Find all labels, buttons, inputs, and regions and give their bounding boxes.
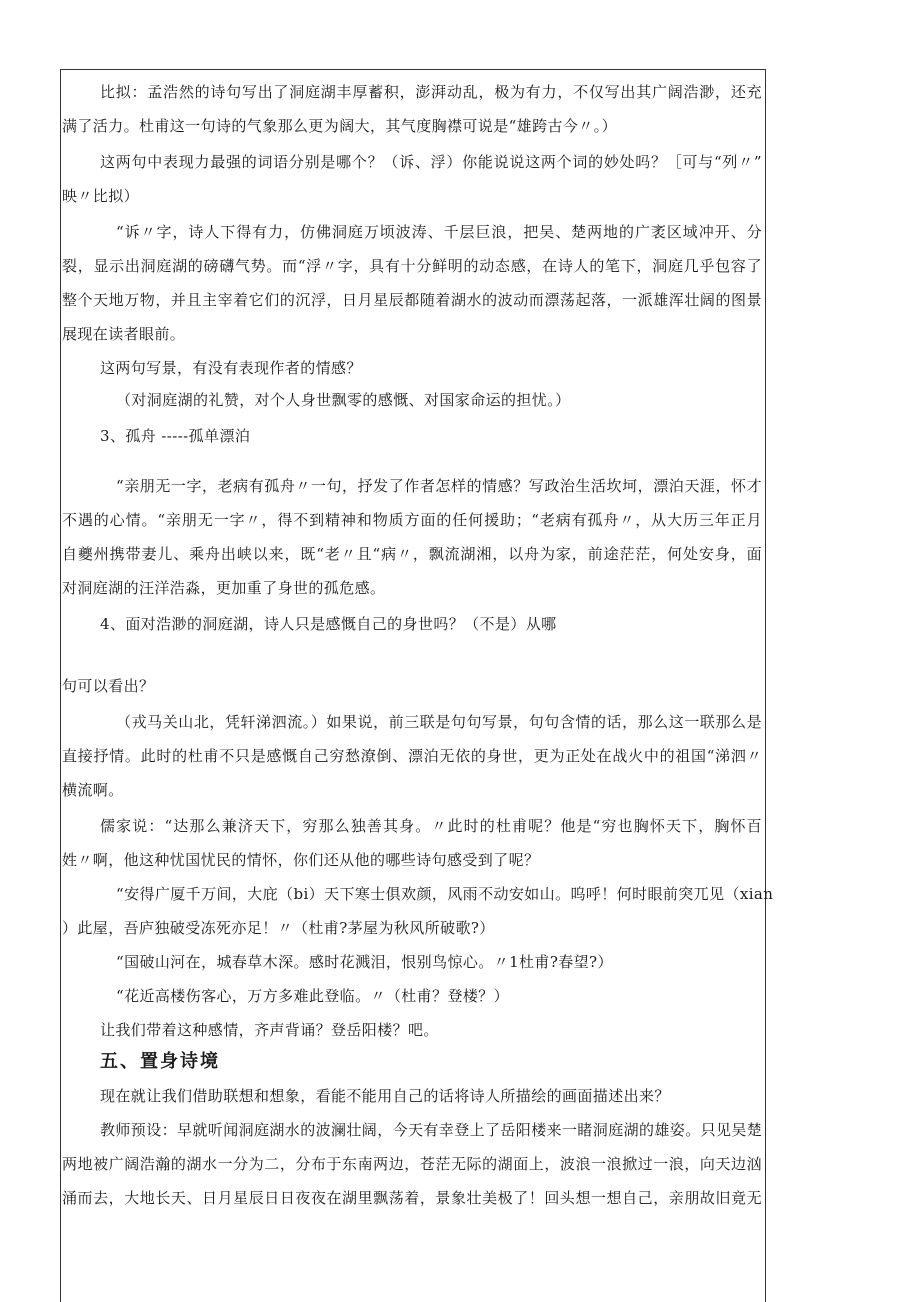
quote-line: “安得广厦千万间，大庇（bi）天下寒士俱欢颜，风雨不动安如山。呜呼！何时眼前突兀见（xian bbox=[116, 885, 774, 903]
paragraph-line: 裂，显示出洞庭湖的磅礴气势。而“浮〃字，具有十分鲜明的动态感，在诗人的笔下，洞庭几乎包容了 bbox=[62, 257, 762, 275]
paragraph-line: 这两句写景，有没有表现作者的情感？ bbox=[100, 359, 362, 377]
paragraph-line: 儒家说：“达那么兼济天下，穷那么独善其身。〃此时的杜甫呢？他是“穷也胸怀天下，胸怀百 bbox=[100, 817, 762, 835]
paragraph-line: （戎马关山北，凭轩涕泗流。）如果说，前三联是句句写景，句句含情的话，那么这一联那么是 bbox=[116, 713, 762, 731]
paragraph-line: 让我们带着这种感情，齐声背诵？登岳阳楼？吧。 bbox=[100, 1021, 439, 1039]
paragraph-line: 比拟：孟浩然的诗句写出了洞庭湖丰厚蓄积，澎湃动乱，极为有力，不仅写出其广阔浩渺，还充 bbox=[100, 83, 762, 101]
section-item-4: 4、面对浩渺的洞庭湖，诗人只是感慨自己的身世吗？（不是）从哪 bbox=[100, 615, 557, 633]
paragraph-line: 直接抒情。此时的杜甫不只是感慨自己穷愁潦倒、漂泊无依的身世，更为正处在战火中的祖国“涕泗〃 bbox=[62, 747, 762, 765]
paragraph-line: 横流啊。 bbox=[62, 781, 124, 799]
paragraph-line: 这两句中表现力最强的词语分别是哪个？（诉、浮）你能说说这两个词的妙处吗？［可与“列〃” bbox=[100, 153, 762, 171]
paragraph-line: 两地被广阔浩瀚的湖水一分为二，分布于东南两边，苍茫无际的湖面上，波浪一浪掀过一浪，向天边汹 bbox=[62, 1155, 762, 1173]
paragraph-line: 涌而去，大地长天、日月星辰日日夜夜在湖里飘荡着，景象壮美极了！回头想一想自己，亲朋故旧竟无 bbox=[62, 1189, 762, 1207]
paragraph-line: “亲朋无一字，老病有孤舟〃一句，抒发了作者怎样的情感？写政治生活坎坷，漂泊天涯，怀才 bbox=[116, 477, 762, 495]
paragraph-line: “诉〃字，诗人下得有力，仿佛洞庭万顷波涛、千层巨浪，把吴、楚两地的广袤区域冲开、分 bbox=[116, 223, 762, 241]
paragraph-line: 对洞庭湖的汪洋浩淼，更加重了身世的孤危感。 bbox=[62, 579, 386, 597]
paragraph-line: 自夔州携带妻儿、乘舟出峡以来，既“老〃且“病〃，飘流湖湘，以舟为家，前途茫茫，何处安身，面 bbox=[62, 545, 762, 563]
paragraph-line: 整个天地万物，并且主宰着它们的沉浮，日月星辰都随着湖水的波动而漂荡起落，一派雄浑壮阔的图景 bbox=[62, 291, 762, 309]
paragraph-line: 现在就让我们借助联想和想象，看能不能用自己的话将诗人所描绘的画面描述出来？ bbox=[100, 1087, 670, 1105]
paragraph-line: 姓〃啊，他这种忧国忧民的情怀，你们还从他的哪些诗句感受到了呢？ bbox=[62, 851, 540, 869]
quote-line: “花近高楼伤客心，万方多难此登临。〃（杜甫？登楼？） bbox=[116, 987, 510, 1005]
paragraph-line: 句可以看出？ bbox=[62, 677, 155, 695]
quote-line: ）此屋，吾庐独破受冻死亦足！〃（杜甫?茅屋为秋风所破歌?） bbox=[62, 919, 495, 937]
paragraph-line: 映〃比拟） bbox=[62, 187, 140, 205]
section-item-3: 3、孤舟 -----孤单漂泊 bbox=[100, 427, 251, 445]
paragraph-line: 不遇的心情。“亲朋无一字〃，得不到精神和物质方面的任何援助；“老病有孤舟〃，从大历三年正月 bbox=[62, 511, 762, 529]
paragraph-line: 教师预设：早就听闻洞庭湖水的波澜壮阔，今天有幸登上了岳阳楼来一睹洞庭湖的雄姿。只见吴楚 bbox=[100, 1121, 763, 1139]
paragraph-line: 展现在读者眼前。 bbox=[62, 325, 186, 343]
paragraph-line: （对洞庭湖的礼赞，对个人身世飘零的感慨、对国家命运的担忧。） bbox=[116, 391, 571, 409]
quote-line: “国破山河在，城春草木深。感时花溅泪，恨别鸟惊心。〃1杜甫?春望?） bbox=[116, 953, 613, 971]
section-heading: 五、置身诗境 bbox=[100, 1051, 220, 1072]
paragraph-line: 满了活力。杜甫这一句诗的气象那么更为阔大，其气度胸襟可说是“雄跨古今〃。） bbox=[62, 117, 617, 135]
